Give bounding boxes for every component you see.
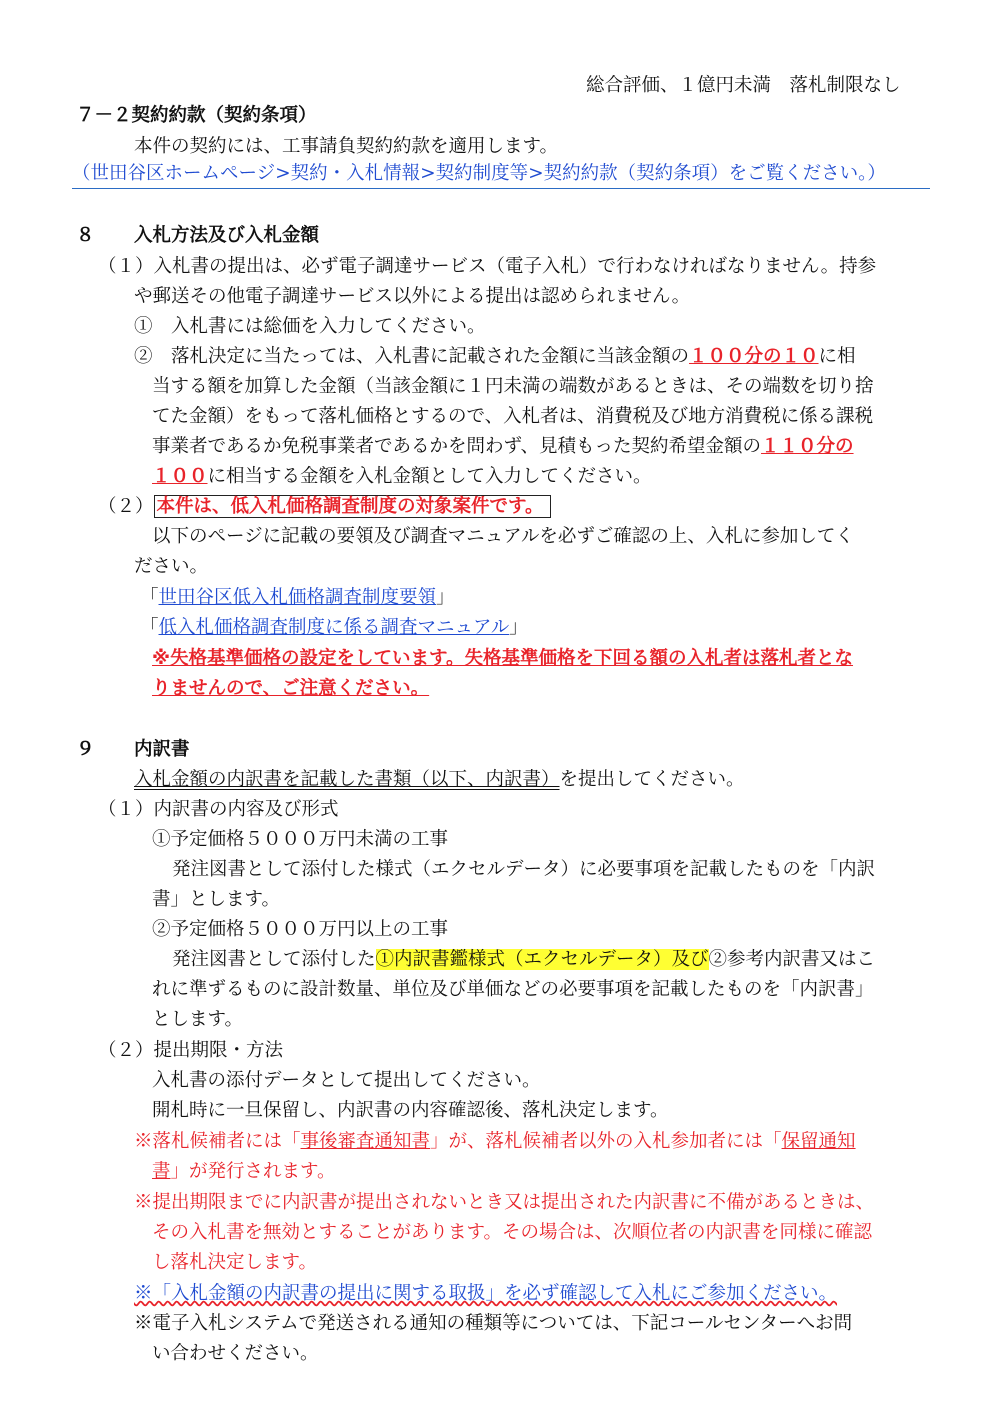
section-7-2-title: ７－２契約約款（契約条項） <box>76 105 317 126</box>
s9-a-line1: 発注図書として添付した様式（エクセルデータ）に必要事項を記載したものを「内訳 <box>172 859 876 880</box>
s8-item-2-line4: 事業者であるか免税事業者であるかを問わず、見積もった契約希望金額の１１０分の <box>152 436 854 457</box>
s9-p2: （２）提出期限・方法 <box>98 1040 284 1061</box>
page-header-note: 総合評価、１億円未満 落札制限なし <box>586 75 901 96</box>
section-8-title: 入札方法及び入札金額 <box>134 225 320 246</box>
s9-intro: 入札金額の内訳書を記載した書類（以下、内訳書）を提出してください。 <box>134 769 745 790</box>
s9-note-1-cont: 書」が発行されます。 <box>152 1161 336 1182</box>
survey-manual-link[interactable]: 低入札価格調査制度に係る調査マニュアル <box>158 617 510 638</box>
low-bid-notice-box: 本件は、低入札価格調査制度の対象案件です。 <box>154 495 551 518</box>
highlighted-form-text: ①内訳書鑑様式（エクセルデータ）及び <box>375 949 709 970</box>
s9-note-1: ※落札候補者には「事後審査通知書」が、落札候補者以外の入札参加者には「保留通知 <box>134 1131 856 1152</box>
s9-a-line2: 書」とします。 <box>152 889 281 910</box>
ratio-110: １１０分の <box>761 436 854 457</box>
s8-p2-line2: ださい。 <box>134 556 209 577</box>
ratio-100: １００ <box>152 466 208 487</box>
s9-p2-line1: 入札書の添付データとして提出してください。 <box>152 1070 541 1091</box>
s9-note-4-line1: ※電子入札システムで発送される通知の種類等については、下記コールセンターへお問 <box>134 1313 853 1334</box>
s9-a-title: ①予定価格５０００万円未満の工事 <box>152 829 449 850</box>
s8-item-2-line2: 当する額を加算した金額（当該金額に１円未満の端数があるときは、その端数を切り捨 <box>152 376 874 397</box>
s9-note-2-line3: し落札決定します。 <box>152 1252 318 1273</box>
s9-b-line2: れに準ずるものに設計数量、単位及び単価などの必要事項を記載したものを「内訳書」 <box>152 979 874 1000</box>
section-8-number: ８ <box>76 225 95 246</box>
section-9-title: 内訳書 <box>134 739 190 760</box>
breakdown-handling-link[interactable]: ※「入札金額の内訳書の提出に関する取扱」を必ず確認して入札にご参加ください。 <box>134 1283 838 1304</box>
s8-link2-row: 「低入札価格調査制度に係る調査マニュアル」 <box>140 617 528 638</box>
s8-item-1: ① 入札書には総価を入力してください。 <box>134 316 486 337</box>
s9-note-2-line1: ※提出期限までに内訳書が提出されないとき又は提出された内訳書に不備があるときは、 <box>134 1192 875 1213</box>
s8-item-2: ② 落札決定に当たっては、入札書に記載された金額に当該金額の１００分の１０に相 <box>134 346 856 367</box>
s9-note-2-line2: その入札書を無効とすることがあります。その場合は、次順位者の内訳書を同様に確認 <box>152 1222 873 1243</box>
disqualification-warning-line2: りませんので、ご注意ください。 <box>152 678 430 699</box>
section-9-number: ９ <box>76 739 95 760</box>
s9-note-4-line2: い合わせください。 <box>152 1343 319 1364</box>
contract-clause-link[interactable]: （世田谷区ホームページ>契約・入札情報>契約制度等>契約約款（契約条項）をご覧ください。） <box>72 160 930 189</box>
low-bid-guideline-link[interactable]: 世田谷区低入札価格調査制度要領 <box>158 587 437 608</box>
s8-p2: （２） 本件は、低入札価格調査制度の対象案件です。 <box>98 493 551 521</box>
s8-item-2-line3: てた金額）をもって落札価格とするので、入札者は、消費税及び地方消費税に係る課税 <box>152 406 874 427</box>
s8-item-2-line5: １００に相当する金額を入札金額として入力してください。 <box>152 466 652 487</box>
ratio-100-10: １００分の１０ <box>689 346 819 367</box>
s8-p1-cont: や郵送その他電子調達サービス以外による提出は認められません。 <box>134 286 691 307</box>
s9-p2-line2: 開札時に一旦保留し、内訳書の内容確認後、落札決定します。 <box>152 1100 669 1121</box>
s9-b-title: ②予定価格５０００万円以上の工事 <box>152 919 449 940</box>
disqualification-warning-line1: ※失格基準価格の設定をしています。失格基準価格を下回る額の入札者は落札者とな <box>152 648 854 669</box>
s9-b-line3: とします。 <box>152 1009 244 1030</box>
s8-p1: （１）入札書の提出は、必ず電子調達サービス（電子入札）で行わなければなりません。持参 <box>98 256 877 277</box>
s9-p1: （１）内訳書の内容及び形式 <box>98 799 339 820</box>
s8-link1-row: 「世田谷区低入札価格調査制度要領」 <box>140 587 455 608</box>
s9-b-line1: 発注図書として添付した①内訳書鑑様式（エクセルデータ）及び②参考内訳書又はこ <box>172 949 876 970</box>
section-7-2-body: 本件の契約には、工事請負契約約款を適用します。 <box>134 136 559 157</box>
s8-p2-line1: 以下のページに記載の要領及び調査マニュアルを必ずご確認の上、入札に参加してく <box>152 526 854 547</box>
